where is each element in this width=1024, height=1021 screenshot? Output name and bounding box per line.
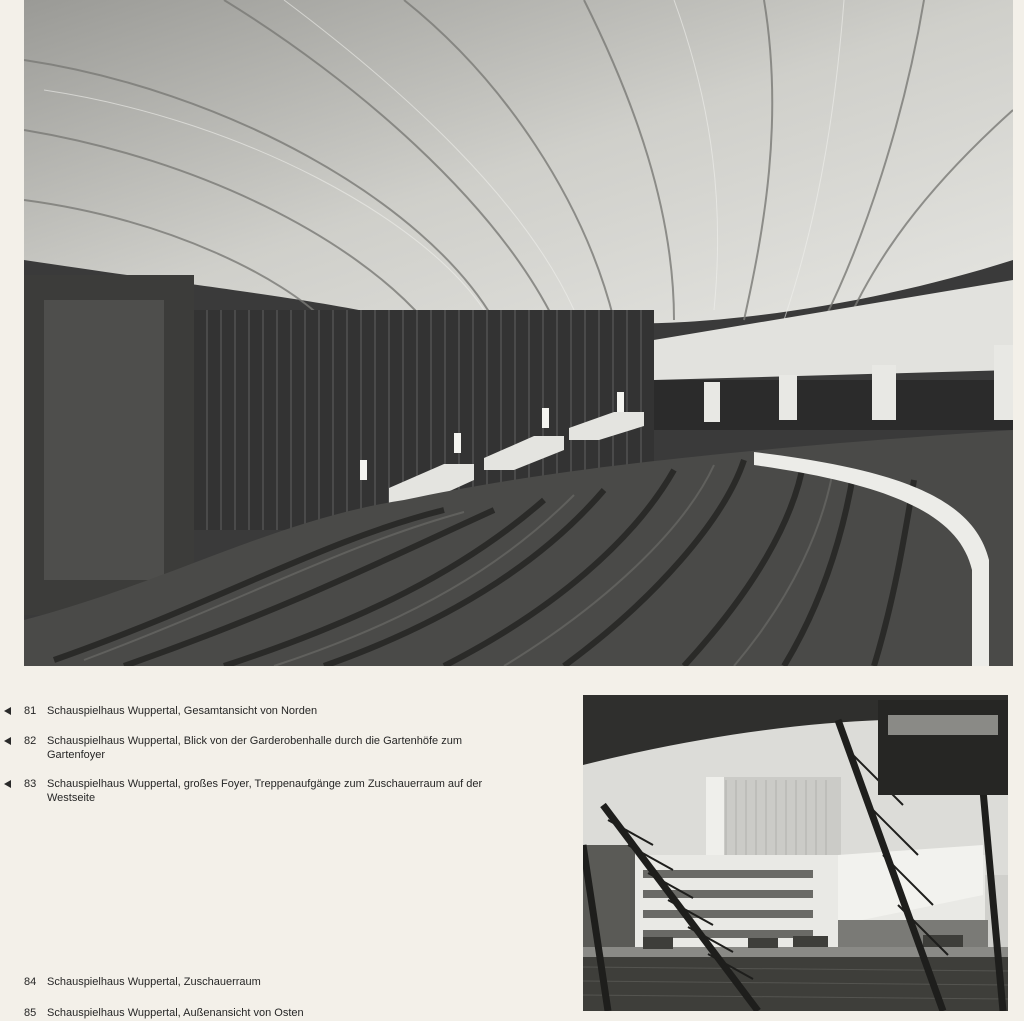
exterior-illustration [583,695,1008,1011]
caption-text: Schauspielhaus Wuppertal, großes Foyer, Treppenaufgänge zum Zuschauerraum auf der Westseite [47,778,483,804]
caption-number: 82 [24,735,37,747]
arrow-left-icon [4,737,11,745]
exterior-photo [583,695,1008,1011]
auditorium-photo [24,0,1013,666]
caption-number: 84 [24,976,37,988]
arrow-left-icon [4,707,11,715]
auditorium-illustration [24,0,1013,666]
caption-number: 83 [24,778,37,790]
caption-text: Schauspielhaus Wuppertal, Zuschauerraum [47,976,261,988]
caption-number: 85 [24,1007,37,1019]
caption-text: Schauspielhaus Wuppertal, Blick von der Garderobenhalle durch die Gartenhöfe zum Gartenfoyer [47,735,462,761]
caption-text: Schauspielhaus Wuppertal, Gesamtansicht von Norden [47,705,318,717]
caption-number: 81 [24,705,37,717]
arrow-left-icon [4,780,11,788]
caption-text: Schauspielhaus Wuppertal, Außenansicht von Osten [47,1007,304,1019]
